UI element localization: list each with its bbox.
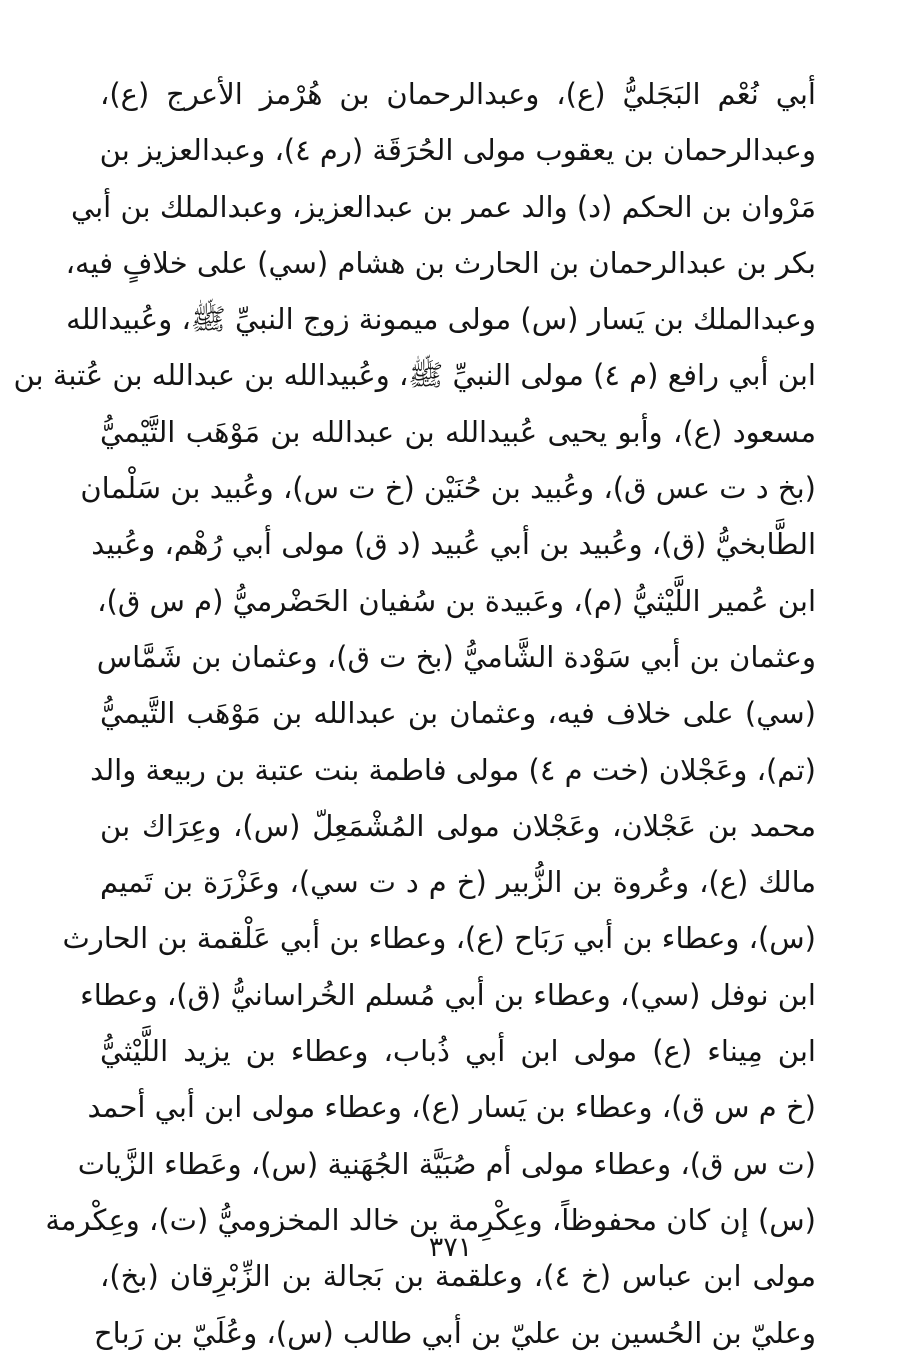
body-text [13, 66, 816, 1361]
page-number: ٣٧١ [428, 1232, 473, 1263]
text-line: (س)، وعطاء بن أبي رَبَاح (ع)، وعطاء بن أبي عَلْقمة بن الحارث [62, 921, 816, 956]
text-line: (تم)، وعَجْلان (خت م ٤) مولى فاطمة بنت عتبة بن ربيعة والد [90, 752, 816, 787]
text-line: مَرْوان بن الحكم (د) والد عمر بن عبدالعزيز، وعبدالملك بن أبي [70, 189, 816, 224]
text-line: (سي) على خلاف فيه، وعثمان بن عبدالله بن مَوْهَب التَّيميُّ [100, 696, 816, 731]
text-line: ابن نوفل (سي)، وعطاء بن أبي مُسلم الخُراسانيُّ (ق)، وعطاء [80, 977, 816, 1012]
text-line: وعليّ بن الحُسين بن عليّ بن أبي طالب (س)، وعُلَيّ بن رَباح [93, 1315, 816, 1350]
text-line: وعبدالرحمان بن يعقوب مولى الحُرَقَة (رم ٤)، وعبدالعزيز بن [99, 133, 816, 168]
text-line: (بخ د ت عس ق)، وعُبيد بن حُنَيْن (خ ت س)، وعُبيد بن سَلْمان [80, 471, 816, 506]
text-line: مالك (ع)، وعُروة بن الزُّبير (خ م د ت سي)، وعَزْرَة بن تَميم [100, 865, 816, 900]
text-line: وعثمان بن أبي سَوْدة الشَّاميُّ (بخ ت ق)، وعثمان بن شَمَّاس [96, 639, 816, 674]
text-line: ابن عُمير اللَّيْثيُّ (م)، وعَبيدة بن سُفيان الحَضْرميُّ (م س ق)، [97, 583, 816, 618]
text-line: (ت س ق)، وعطاء مولى أم صُبَيَّة الجُهَنية (س)، وعَطاء الزَّيات [77, 1146, 816, 1181]
text-line: أبي نُعْم البَجَليُّ (ع)، وعبدالرحمان بن هُرْمز الأعرج (ع)، [100, 77, 816, 111]
text-line: ابن مِيناء (ع) مولى ابن أبي ذُباب، وعطاء بن يزيد اللَّيْثيُّ [100, 1034, 816, 1069]
text-line: وعبدالملك بن يَسار (س) مولى ميمونة زوج النبيِّ ﷺ، وعُبيدالله [66, 302, 816, 337]
text-line: ابن أبي رافع (م ٤) مولى النبيِّ ﷺ، وعُبيدالله بن عبدالله بن عُتبة بن [13, 358, 816, 393]
text-line: بكر بن عبدالرحمان بن الحارث بن هشام (سي) على خلافٍ فيه، [65, 245, 816, 280]
text-line: (س) إن كان محفوظاً، وعِكْرِمة بن خالد المخزوميُّ (ت)، وعِكْرمة [45, 1202, 816, 1237]
text-line: محمد بن عَجْلان، وعَجْلان مولى المُشْمَعِلّ (س)، وعِرَاك بن [100, 808, 816, 843]
text-line: مسعود (ع)، وأبو يحيى عُبيدالله بن عبدالله بن مَوْهَب التَّيْميُّ [100, 414, 816, 449]
text-line: الطَّابخيُّ (ق)، وعُبيد بن أبي عُبيد (د ق) مولى أبي رُهْم، وعُبيد [91, 527, 816, 562]
text-line: (خ م س ق)، وعطاء بن يَسار (ع)، وعطاء مولى ابن أبي أحمد [87, 1090, 816, 1125]
text-line: مولى ابن عباس (خ ٤)، وعلقمة بن بَجالة بن الزِّبْرِقان (بخ)، [100, 1259, 816, 1294]
